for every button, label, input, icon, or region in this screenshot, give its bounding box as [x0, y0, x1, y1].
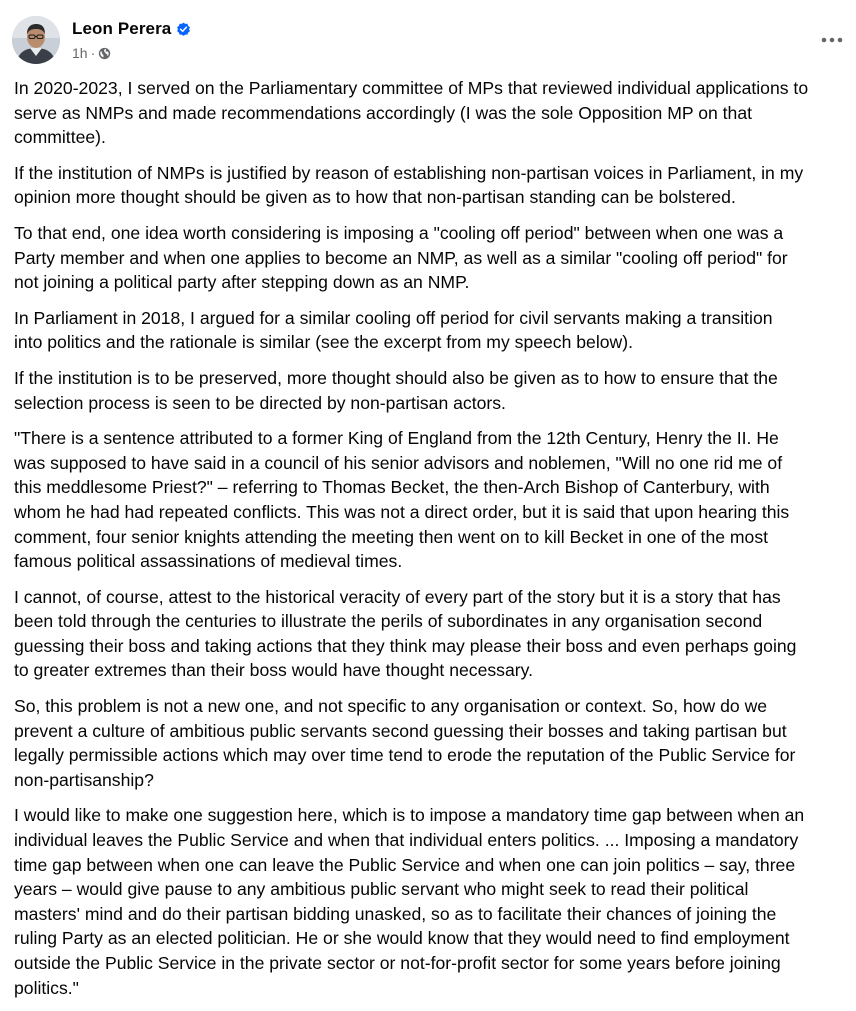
post-paragraph: If the institution of NMPs is justified by reason of establishing non-partisan voices in Parliament, in my opinion more thought should be given as to how that non-partisan standing can be bolstered.: [14, 162, 804, 208]
author-name[interactable]: Leon Perera: [72, 19, 172, 38]
post-paragraph: "There is a sentence attributed to a former King of England from the 12th Century, Henry the II. He was supposed to have said in a council of his senior advisors and noblemen, "Will no one rid me of this meddlesome Priest?" – referring to Thomas Becket, the then-Arch Bishop of Canterbury, with whom he had had repeated conflicts. This was not a direct order, but it is said that upon hearing this comment, four senior knights attending the meeting then went on to kill Becket in one of the most famous political assassinations of medieval times.: [14, 428, 790, 572]
post-paragraph: In Parliament in 2018, I argued for a similar cooling off period for civil servants making a transition into politics and the rationale is similar (see the excerpt from my speech below).: [14, 307, 773, 353]
post-paragraph: If the institution is to be preserved, more thought should also be given as to how to ensure that the selection process is seen to be directed by non-partisan actors.: [14, 367, 778, 413]
author-block: [72, 18, 191, 62]
meta-separator: ·: [90, 45, 96, 61]
globe-icon[interactable]: [98, 47, 111, 60]
post-paragraph: I cannot, of course, attest to the historical veracity of every part of the story but it is a story that has been told through the centuries to illustrate the perils of subordinates in any organisation second guessing their boss and taking actions that they think may please their boss and even perhaps going to greater extremes than their boss would have thought necessary.: [14, 586, 797, 681]
more-options-button[interactable]: [816, 26, 848, 52]
more-horizontal-icon: [821, 30, 843, 48]
post-paragraph: To that end, one idea worth considering is imposing a "cooling off period" between when one was a Party member and when one applies to become an NMP, as well as a similar "cooling off period" for not joining a political party after stepping down as an NMP.: [14, 222, 788, 293]
verified-badge-icon: [176, 22, 191, 37]
post-paragraph: So, this problem is not a new one, and not specific to any organisation or context. So, how do we prevent a culture of ambitious public servants second guessing their bosses and taking partisan but legally permissible actions which may over time tend to erode the reputation of the Public Service for non-partisanship?: [14, 696, 796, 790]
post-header: [12, 14, 848, 68]
post-paragraph: I would like to make one suggestion here, which is to impose a mandatory time gap between when an individual leaves the Public Service and when that individual enters politics. ... Imposing a mandatory time gap between when one can leave the Public Service and when one can join politics – say, three years – would give pause to any ambitious public servant who might seek to read their political masters' mind and do their partisan bidding unasked, so as to facilitate their chances of joining the ruling Party as an elected politician. He or she would know that they would need to find employment outside the Public Service in the private sector or not-for-profit sector for some years before joining politics.": [14, 805, 805, 998]
avatar-photo-icon: [12, 16, 60, 64]
avatar[interactable]: [12, 16, 60, 64]
post-timestamp[interactable]: 1h: [72, 45, 88, 61]
post-paragraph: In 2020-2023, I served on the Parliamentary committee of MPs that reviewed individual applications to serve as NMPs and made recommendations accordingly (I was the sole Opposition MP on that committee).: [14, 78, 809, 148]
author-line: [72, 18, 191, 40]
post-meta: [72, 44, 191, 62]
post-body: [14, 76, 856, 1011]
